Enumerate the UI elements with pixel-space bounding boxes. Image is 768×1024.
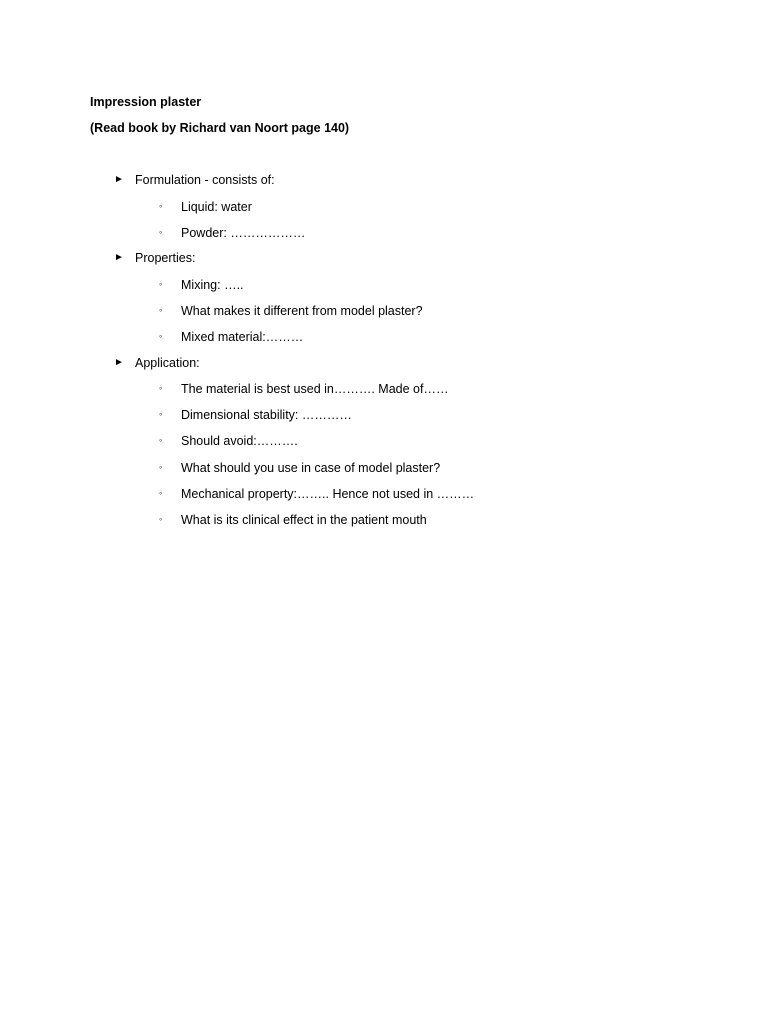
list-item-mixed-material: Mixed material:……… bbox=[181, 330, 304, 344]
sub-bullet-circle: ◦ bbox=[159, 488, 163, 498]
sub-bullet-circle: ◦ bbox=[159, 435, 163, 445]
section-label-formulation: Formulation - consists of: bbox=[135, 173, 275, 187]
sub-bullet-circle: ◦ bbox=[159, 514, 163, 524]
reference-note: (Read book by Richard van Noort page 140) bbox=[90, 121, 350, 135]
list-item-clinical-effect: What is its clinical effect in the patient mouth bbox=[181, 513, 427, 527]
list-item-mixing: Mixing: ….. bbox=[181, 278, 244, 292]
sub-bullet-circle: ◦ bbox=[159, 305, 163, 315]
section-label-properties: Properties: bbox=[135, 251, 196, 265]
sub-bullet-circle: ◦ bbox=[159, 383, 163, 393]
sub-bullet-circle: ◦ bbox=[159, 462, 163, 472]
section-bullet-arrow: ► bbox=[114, 357, 124, 368]
section-bullet-arrow: ► bbox=[114, 252, 124, 263]
section-label-application: Application: bbox=[135, 356, 200, 370]
list-item-model-plaster: What should you use in case of model plaster? bbox=[181, 461, 441, 475]
list-item-mechanical-property: Mechanical property:…….. Hence not used in ……… bbox=[181, 487, 475, 501]
sub-bullet-circle: ◦ bbox=[159, 227, 163, 237]
list-item-difference: What makes it different from model plaster? bbox=[181, 304, 423, 318]
sub-bullet-circle: ◦ bbox=[159, 331, 163, 341]
list-item-powder: Powder: ……………… bbox=[181, 226, 306, 240]
sub-bullet-circle: ◦ bbox=[159, 279, 163, 289]
section-bullet-arrow: ► bbox=[114, 174, 124, 185]
document-title: Impression plaster bbox=[90, 95, 202, 109]
sub-bullet-circle: ◦ bbox=[159, 409, 163, 419]
list-item-dimensional-stability: Dimensional stability: ………… bbox=[181, 408, 352, 422]
list-item-should-avoid: Should avoid:………. bbox=[181, 434, 298, 448]
list-item-liquid: Liquid: water bbox=[181, 200, 252, 214]
list-item-best-used: The material is best used in………. Made of…… bbox=[181, 382, 449, 396]
sub-bullet-circle: ◦ bbox=[159, 201, 163, 211]
